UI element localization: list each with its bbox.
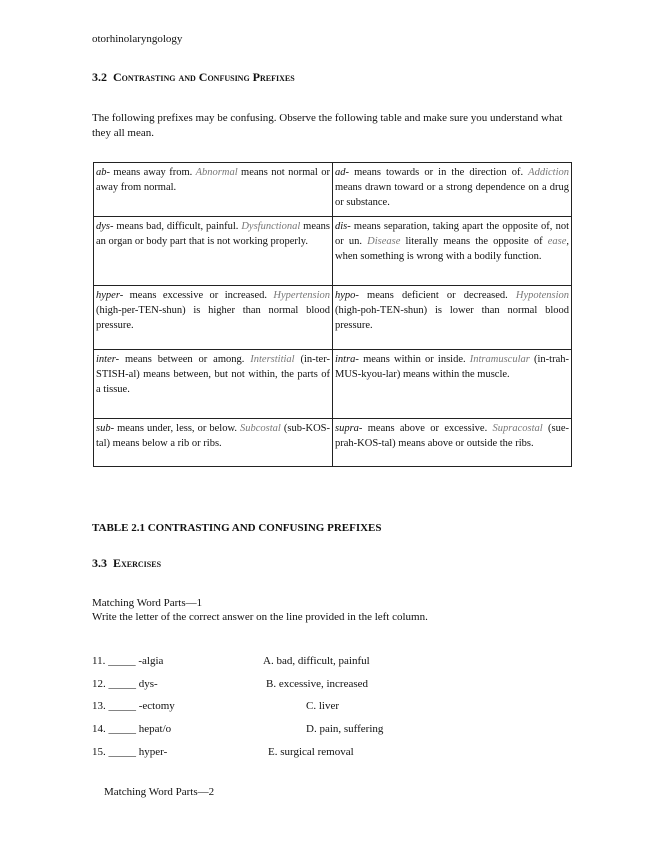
example-term: Hypertension (273, 290, 330, 301)
table-caption: TABLE 2.1 CONTRASTING AND CONFUSING PREFIXES (92, 522, 382, 534)
meaning: means separation, taking apart the opposite of, not or un. (335, 221, 569, 247)
prefix: ad- (335, 167, 349, 178)
prefix: sub- (96, 423, 115, 434)
list-item (92, 655, 163, 667)
item-term: hepat/o (138, 723, 172, 735)
section-heading-3-3 (92, 556, 161, 571)
list-item (92, 723, 171, 735)
item-number: 11. (92, 655, 106, 667)
table-cell (94, 163, 333, 217)
item-number: 15. (92, 746, 106, 758)
table-cell (94, 350, 333, 419)
table-cell (94, 419, 333, 467)
meaning: means between or among. (119, 354, 251, 365)
matching-1-title: Matching Word Parts—1 (92, 597, 203, 609)
example-term: Abnormal (195, 167, 238, 178)
item-number: 12. (92, 678, 106, 690)
table-cell (333, 163, 572, 217)
item-term: -algia (138, 655, 164, 667)
meaning: means above or excessive. (362, 423, 493, 434)
matching-1-header (92, 596, 428, 624)
section-title: Exercises (113, 556, 162, 570)
explanation-mid: literally means the opposite of (400, 236, 548, 247)
explanation: (in-ter-STISH-al) means between, but not within, the parts of a tissue. (96, 354, 330, 395)
running-head: otorhinolaryngology (92, 33, 183, 45)
meaning: means away from. (110, 167, 196, 178)
meaning: means excessive or increased. (123, 290, 274, 301)
explanation: (sub-KOS-tal) means below a rib or ribs. (96, 423, 330, 449)
list-item (92, 746, 167, 758)
meaning: means bad, difficult, painful. (113, 221, 242, 232)
meaning: means towards or in the direction of. (349, 167, 529, 178)
meaning: means under, less, or below. (114, 423, 241, 434)
section-title: Contrasting and Confusing Prefixes (113, 70, 295, 84)
prefix: supra- (335, 423, 363, 434)
matching-2-title: Matching Word Parts—2 (104, 786, 215, 798)
table-row (94, 163, 572, 217)
list-item (92, 700, 175, 712)
answer-option: C. liver (306, 700, 339, 712)
explanation: (in-trah-MUS-kyou-lar) means within the muscle. (335, 354, 569, 380)
explanation: (high-poh-TEN-shun) is lower than normal blood pressure. (335, 305, 569, 331)
answer-option: A. bad, difficult, painful (263, 655, 370, 667)
table-cell (94, 217, 333, 286)
explanation: , when something is wrong with a bodily function. (335, 236, 569, 262)
example-term: Interstitial (250, 354, 295, 365)
table-row (94, 350, 572, 419)
prefix: hypo- (335, 290, 359, 301)
item-term: hyper- (138, 746, 168, 758)
meaning: means deficient or decreased. (358, 290, 516, 301)
answer-blank[interactable]: _____ (108, 678, 136, 690)
example-term: Addiction (528, 167, 569, 178)
explanation: (high-per-TEN-shun) is higher than normal blood pressure. (96, 305, 330, 331)
answer-blank[interactable]: _____ (108, 655, 136, 667)
table-cell (333, 350, 572, 419)
section-number: 3.3 (92, 556, 107, 570)
prefix: intra- (335, 354, 359, 365)
matching-1-instructions: Write the letter of the correct answer on the line provided in the left column. (92, 611, 428, 623)
table-cell (333, 286, 572, 350)
answer-option: B. excessive, increased (266, 678, 369, 690)
table-row (94, 217, 572, 286)
meaning: means within or inside. (358, 354, 470, 365)
prefix: dys- (96, 221, 114, 232)
answer-blank[interactable]: _____ (108, 723, 136, 735)
explanation: (sue-prah-KOS-tal) means above or outside the ribs. (335, 423, 569, 449)
item-number: 13. (92, 700, 106, 712)
explanation: means an organ or body part that is not working properly. (96, 221, 331, 247)
explanation: means drawn toward or a strong dependence on a drug or substance. (335, 182, 569, 208)
explanation: means not normal or away from normal. (96, 167, 330, 193)
item-term: -ectomy (138, 700, 175, 712)
table-cell (94, 286, 333, 350)
example-term: Intramuscular (469, 354, 530, 365)
section-heading-3-2 (92, 70, 295, 85)
answer-option: D. pain, suffering (306, 723, 384, 735)
example-term: Hypotension (515, 290, 569, 301)
example-term: ease (547, 236, 567, 247)
list-item (92, 678, 158, 690)
prefix: ab- (96, 167, 110, 178)
intro-paragraph: The following prefixes may be confusing. Observe the following table and make sure you understand what they all mean. (92, 112, 563, 139)
table-cell (333, 217, 572, 286)
item-number: 14. (92, 723, 106, 735)
answer-option: E. surgical removal (268, 746, 354, 758)
section-number: 3.2 (92, 70, 107, 84)
prefix: inter- (96, 354, 120, 365)
table-row (94, 286, 572, 350)
example-term: Disease (367, 236, 401, 247)
prefix: hyper- (96, 290, 124, 301)
answer-blank[interactable]: _____ (108, 746, 136, 758)
prefix-table (93, 162, 572, 467)
item-term: dys- (138, 678, 158, 690)
table-cell (333, 419, 572, 467)
answer-blank[interactable]: _____ (108, 700, 136, 712)
example-term: Supracostal (492, 423, 543, 434)
prefix: dis- (335, 221, 351, 232)
example-term: Dysfunctional (241, 221, 301, 232)
table-row (94, 419, 572, 467)
example-term: Subcostal (240, 423, 281, 434)
